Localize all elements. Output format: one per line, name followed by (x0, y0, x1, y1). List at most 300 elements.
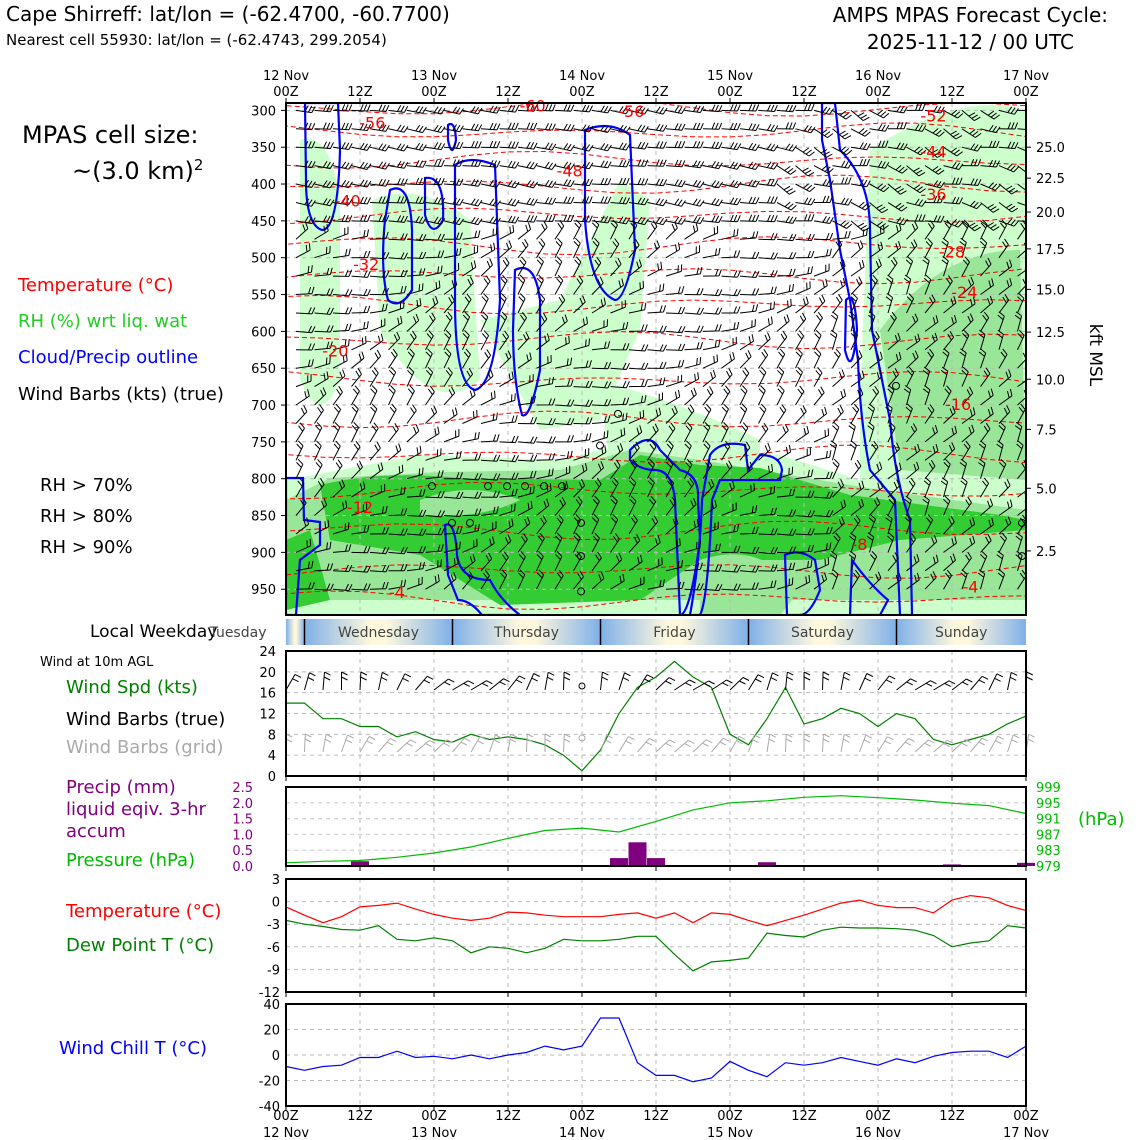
pressure-tick-label: 983 (1036, 844, 1061, 860)
wind-barb (574, 105, 593, 112)
wind-barb (481, 199, 501, 206)
temperature-contour-label: -4 (389, 582, 405, 602)
wind-barb (555, 220, 564, 239)
wind-barb (703, 340, 720, 350)
wind-barb (481, 141, 500, 148)
wind-barb-grid (897, 739, 915, 753)
wind-barb (703, 161, 722, 168)
wind-barb (796, 166, 814, 176)
wind-barb (407, 425, 419, 442)
height-tick-label: 7.5 (1036, 423, 1057, 439)
wind-barb (759, 287, 777, 295)
wind-barb (352, 386, 360, 405)
wind-barb (481, 350, 491, 369)
wind-barb (759, 179, 778, 186)
time-tick-label-date-bottom: 14 Nov (558, 1126, 606, 1140)
wind-barbs-grid-label: Wind Barbs (grid) (66, 737, 224, 758)
wind-barb (444, 429, 459, 442)
wind-barb (352, 336, 367, 350)
wind-barb (849, 422, 856, 442)
profile-plot-area (286, 100, 1037, 615)
wind-barb (666, 360, 684, 368)
wind-barb (796, 184, 815, 192)
wind-chill-tick-label: -40 (258, 1100, 280, 1115)
temperature-tick-label: -6 (267, 940, 280, 956)
wind-barb-true (397, 674, 411, 690)
wind-barb (407, 106, 426, 113)
local-weekday-label: Local Weekday (90, 622, 218, 642)
wind-barb (518, 215, 537, 222)
temperature-contour-label: -56 (618, 101, 645, 121)
wind-barb-true (971, 676, 989, 690)
pressure-tick-label: 550 (251, 288, 276, 304)
wind-barb (814, 233, 833, 240)
wind-barb (703, 370, 716, 387)
weekday-label: Thursday (493, 625, 560, 641)
wind-barb (648, 362, 667, 369)
wind-barb (685, 224, 698, 240)
pressure-tick-label: 950 (251, 583, 276, 599)
wind-barb (518, 142, 537, 149)
wind-barb (796, 349, 803, 369)
temperature-contour-label: -28 (938, 242, 966, 262)
wind-barb (500, 161, 519, 168)
height-tick-label: 20.0 (1036, 206, 1065, 222)
wind-barb (777, 202, 796, 210)
time-tick-label-date: 14 Nov (558, 69, 606, 84)
wind-barb (481, 123, 500, 130)
wind-barb (685, 372, 699, 386)
wind-barb (796, 297, 809, 313)
wind-barb (703, 105, 722, 112)
wind-barb (740, 319, 755, 331)
wind-barb (389, 386, 396, 406)
wind-barb (315, 105, 334, 112)
wind-barb (850, 441, 857, 461)
wind-barb (703, 308, 722, 315)
time-tick-label-hour-bottom: 00Z (421, 1109, 447, 1124)
wind-barb (722, 271, 741, 278)
temperature-tick-label: -12 (258, 986, 280, 1001)
wind-barb (814, 279, 827, 295)
time-tick-label-hour-bottom: 00Z (569, 1109, 595, 1124)
cell-size-label: MPAS cell size: (22, 121, 199, 149)
wind-barb (426, 160, 445, 167)
wind-barb (592, 178, 611, 185)
wind-barb (796, 331, 804, 350)
wind-10m-title: Wind at 10m AGL (40, 655, 154, 670)
wind-barb (500, 436, 519, 443)
wind-barb (703, 387, 713, 406)
wind-chill-tick-label: 40 (263, 998, 280, 1013)
wind-barb-true (527, 674, 540, 691)
wind-barb (666, 180, 685, 187)
wind-barb (370, 423, 378, 442)
wind-barb (685, 216, 704, 223)
wind-barb (833, 129, 851, 139)
wind-barb (666, 286, 684, 294)
wind-barb-grid (971, 738, 989, 752)
wind-barb-true (786, 672, 794, 690)
wind-barb-true (860, 674, 873, 691)
wind-barb (740, 288, 759, 295)
wind-barb (500, 275, 508, 294)
wind-barb (592, 196, 611, 203)
wind-barb-grid (638, 738, 656, 752)
wind-barb (777, 284, 794, 295)
wind-barb (796, 104, 815, 111)
station-title: Cape Shirreff: lat/lon = (-62.4700, -60.7700) (6, 2, 450, 26)
wind-barb (759, 317, 773, 332)
height-tick-label: 17.5 (1036, 242, 1065, 258)
wind-barb (629, 363, 648, 370)
wind-barb (648, 305, 666, 313)
wind-barb (315, 441, 322, 461)
time-tick-label-hour: 12Z (791, 85, 817, 100)
wind-barb-grid (823, 734, 830, 752)
wind-barb (481, 413, 497, 424)
precip-tick-label: 1.5 (232, 812, 253, 828)
wind-barb (722, 352, 735, 368)
precip-tick-label: 2.0 (232, 796, 253, 812)
wind-barb (666, 326, 685, 333)
wind-barb (481, 106, 500, 113)
temperature-contour-label: -12 (346, 498, 374, 518)
wind-barb (777, 184, 795, 194)
pressure-tick-label: 979 (1036, 860, 1061, 875)
time-tick-label-hour-bottom: 12Z (939, 1109, 965, 1124)
wind-barb-true (434, 679, 454, 690)
wind-barb (370, 367, 378, 386)
wind-barb (648, 221, 658, 240)
temperature-contour-label: -24 (951, 283, 978, 303)
wind-barb (537, 197, 556, 204)
wind-barb (500, 216, 519, 223)
precip-bar (610, 858, 628, 866)
wind-barb (777, 367, 784, 387)
pressure-tick-label: 800 (251, 472, 276, 488)
wind-barb (685, 199, 705, 206)
wind-barb (740, 334, 754, 350)
wind-barb (666, 222, 677, 240)
wind-barb (722, 198, 741, 205)
time-tick-label-date-bottom: 13 Nov (410, 1126, 458, 1140)
wind-barb (352, 404, 359, 424)
wind-barb-true (749, 675, 765, 690)
wind-barb (296, 459, 303, 479)
time-tick-label-date-bottom: 16 Nov (854, 1126, 902, 1140)
time-tick-label-date: 16 Nov (854, 69, 902, 84)
wind-barb (740, 350, 751, 368)
wind-barb (370, 144, 390, 151)
wind-barb (389, 125, 409, 132)
wind-barb (740, 197, 759, 204)
wind-barb (352, 104, 371, 111)
precip-tick-label: 2.5 (232, 781, 253, 796)
wind-chill-tick-label: 0 (271, 1049, 280, 1064)
wind-barb-true (619, 673, 631, 690)
wind-barb (629, 380, 647, 387)
wind-barb (463, 410, 478, 424)
wind-barb (703, 123, 722, 130)
wind-barb (389, 404, 397, 423)
wind-barb (830, 330, 837, 350)
wind-barb (722, 215, 741, 222)
wind-barb (537, 221, 548, 239)
temperature-tick-label: 0 (271, 895, 280, 911)
wind-speed-tick-label: 8 (267, 728, 276, 744)
wind-barb (814, 196, 833, 203)
height-tick-label: 10.0 (1036, 373, 1065, 389)
wind-barb-true (360, 672, 367, 690)
wind-barb (352, 352, 365, 369)
wind-barb (481, 228, 497, 240)
wind-barb (703, 226, 718, 239)
wind-barb (740, 162, 760, 170)
wind-barb (407, 125, 427, 132)
wind-barb-grid (767, 734, 776, 752)
time-tick-label-hour: 00Z (421, 85, 447, 100)
pressure-tick-label: 400 (251, 178, 276, 194)
wind-barb (685, 357, 701, 368)
precip-bar (647, 858, 665, 866)
wind-barb (333, 404, 341, 423)
wind-barb (759, 196, 778, 203)
wind-barb (407, 405, 416, 424)
wind-barb (611, 143, 630, 150)
wind-barb-grid (1008, 735, 1020, 752)
wind-barb (666, 307, 685, 314)
wind-barb (463, 199, 483, 206)
time-tick-label-date-bottom: 15 Nov (706, 1126, 754, 1140)
wind-barb-true (804, 672, 810, 690)
wind-barb (740, 304, 758, 313)
wind-barb-true (286, 674, 301, 690)
wind-barb (518, 198, 537, 205)
pressure-tick-label: 500 (251, 251, 276, 267)
wind-barb (851, 128, 870, 136)
wind-barb (481, 259, 493, 277)
wind-barb (814, 450, 831, 460)
cell-size-text: ~(3.0 km) (72, 157, 194, 185)
wind-barb-true (379, 672, 389, 690)
wind-barb (426, 107, 446, 114)
temperature-panel-label: Temperature (°C) (66, 901, 222, 922)
wind-chill-tick-label: 20 (263, 1023, 280, 1039)
wind-barb (722, 404, 729, 424)
precip-tick-label: 1.0 (232, 828, 253, 844)
wind-chill-label: Wind Chill T (°C) (59, 1038, 207, 1059)
wind-barb (444, 198, 463, 205)
weekday-label: Saturday (790, 625, 855, 641)
wind-barb-true (1008, 672, 1018, 690)
forecast-cycle-line2: 2025-11-12 / 00 UTC (866, 30, 1074, 54)
wind-barb (833, 349, 841, 368)
wind-barb (851, 221, 869, 231)
cell-size-exponent: 2 (193, 156, 204, 174)
wind-barb (722, 337, 737, 350)
wind-barbs-true-label: Wind Barbs (true) (66, 709, 226, 730)
wind-barb (722, 104, 741, 111)
wind-barb-true (471, 681, 492, 690)
wind-barb-grid (786, 734, 793, 752)
height-tick-label: 25.0 (1036, 141, 1065, 157)
wind-barb (666, 141, 685, 148)
wind-barb (629, 142, 648, 149)
wind-barb (685, 326, 704, 333)
wind-barb-grid (527, 734, 534, 752)
wind-barb (796, 405, 807, 423)
wind-barb (426, 125, 446, 132)
wind-barb (481, 243, 495, 258)
legend-temperature: Temperature (°C) (18, 275, 174, 296)
pressure-tick-label: 995 (1036, 796, 1061, 812)
temperature-contour-label: -8 (851, 535, 868, 555)
wind-barb (814, 295, 825, 313)
wind-barb (777, 386, 784, 405)
pressure-tick-label: 750 (251, 435, 276, 451)
wind-barb (685, 161, 704, 168)
wind-barb (444, 142, 463, 149)
legend-rh80: RH > 80% (40, 506, 133, 527)
time-tick-label-date-bottom: 12 Nov (262, 1126, 310, 1140)
wind-barb (666, 199, 686, 207)
wind-barb (648, 124, 667, 131)
wind-barb-grid (878, 737, 893, 752)
wind-barb (851, 260, 864, 276)
wind-barb-true (342, 672, 348, 690)
wind-barb-grid (342, 735, 354, 752)
wind-barb (814, 330, 821, 350)
wind-barb (759, 386, 766, 406)
wind-barb (555, 435, 574, 442)
legend-rh90: RH > 90% (40, 537, 133, 558)
wind-barb-grid (490, 735, 502, 752)
wind-barb (315, 405, 324, 424)
time-tick-label-hour-bottom: 12Z (791, 1109, 817, 1124)
wind-barb (463, 179, 482, 186)
wind-barb (703, 248, 720, 258)
wind-barb (537, 143, 556, 150)
wind-barb (296, 405, 307, 423)
precip-tick-label: 0.5 (232, 844, 253, 860)
wind-barb-true (952, 679, 972, 690)
wind-barb-true (823, 672, 830, 690)
wind-barb-grid (804, 734, 810, 752)
wind-barb (611, 160, 630, 167)
weekday-label: Sunday (935, 625, 988, 641)
wind-barb-true (416, 676, 434, 690)
time-tick-label-date: 13 Nov (410, 69, 458, 84)
wind-barb (831, 312, 838, 332)
wind-barb (814, 249, 831, 258)
pressure-label: Pressure (hPa) (66, 850, 196, 871)
wind-barb-grid (989, 736, 1004, 752)
wind-barb (777, 315, 789, 332)
wind-barb (851, 460, 861, 479)
calm-wind-circle (597, 442, 604, 449)
wind-barb (814, 264, 829, 277)
wind-barb (833, 278, 846, 294)
pressure-tick-label: 600 (251, 325, 276, 341)
wind-speed-tick-label: 16 (259, 686, 276, 702)
time-tick-label-date-bottom: 17 Nov (1002, 1126, 1050, 1140)
wind-barb-true (915, 681, 936, 690)
pressure-tick-label: 700 (251, 399, 276, 415)
pressure-tick-label: 300 (251, 104, 276, 120)
wind-barb (592, 430, 608, 442)
wind-barb (796, 147, 815, 156)
pressure-tick-label: 450 (251, 214, 276, 230)
wind-barb-true (841, 672, 850, 690)
wind-barb (851, 143, 870, 150)
wind-barb (537, 123, 556, 130)
precip-tick-label: 0.0 (232, 860, 253, 875)
wind-barb-grid (656, 740, 675, 752)
wind-barb (777, 252, 796, 259)
wind-barb (796, 281, 811, 294)
wind-barb (833, 294, 843, 313)
wind-barb-true (675, 680, 696, 690)
wind-barb (722, 306, 741, 313)
wind-barb (537, 239, 545, 258)
wind-barb-true (305, 673, 316, 690)
wind-barb (759, 404, 767, 423)
wind-barb (833, 389, 846, 405)
wind-barb (352, 215, 371, 222)
wind-barb (722, 386, 730, 405)
wind-barb (500, 141, 519, 148)
wind-barb-true (989, 674, 1003, 690)
wind-barb (500, 123, 519, 130)
wind-barb (833, 231, 851, 239)
wind-barb (648, 179, 667, 186)
wind-barb (666, 344, 685, 351)
height-axis-label: kft MSL (1085, 323, 1105, 387)
wind-speed-tick-label: 4 (267, 749, 276, 765)
temperature-contour-label: -4 (962, 577, 979, 597)
wind-barb-grid (915, 740, 934, 752)
temperature-contour-label: -60 (519, 96, 546, 116)
wind-barb (666, 106, 685, 113)
wind-barb-true (897, 679, 917, 690)
time-tick-label-hour-bottom: 12Z (495, 1109, 521, 1124)
legend-cloud: Cloud/Precip outline (18, 347, 199, 368)
dewpoint-panel-label: Dew Point T (°C) (66, 935, 215, 956)
wind-barb-grid (397, 740, 416, 752)
wind-barb (518, 239, 528, 258)
wind-barb (518, 123, 537, 130)
wind-barb (407, 386, 415, 405)
weekday-label: Wednesday (337, 625, 420, 641)
wind-barb (777, 424, 788, 442)
pressure-tick-label: 650 (251, 362, 276, 378)
wind-barb (685, 342, 703, 350)
wind-barb (296, 441, 303, 461)
wind-barb-grid (379, 738, 397, 752)
wind-barb (426, 406, 437, 424)
time-tick-label-date: 12 Nov (262, 69, 310, 84)
wind-barb (666, 243, 680, 258)
time-tick-label-hour-bottom: 12Z (347, 1109, 373, 1124)
temperature-tick-label: -3 (267, 918, 280, 934)
temperature-contour-label: -32 (353, 255, 380, 275)
wind-barb (370, 404, 377, 424)
temperature-contour-label: -20 (322, 341, 349, 361)
wind-barb (370, 350, 381, 368)
wind-barb (352, 422, 359, 442)
temperature-contour-label: -56 (359, 113, 386, 133)
